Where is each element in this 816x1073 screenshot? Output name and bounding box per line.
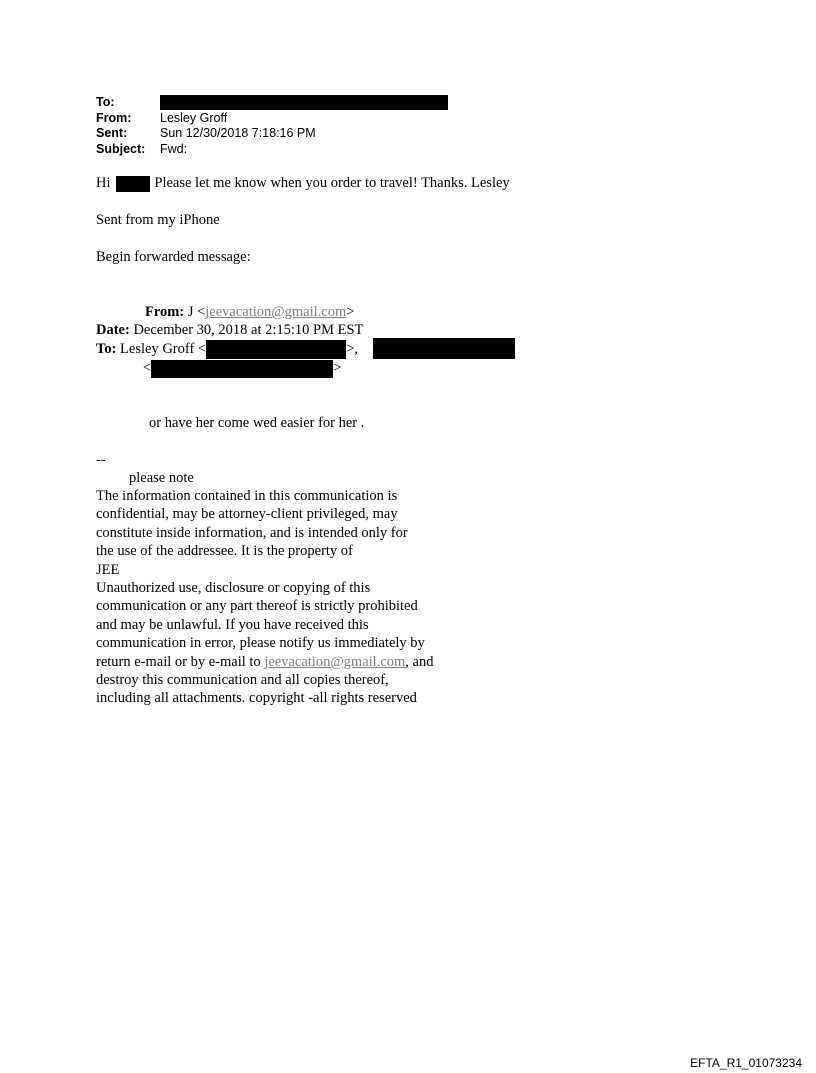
redacted-recipient-2 bbox=[373, 338, 515, 359]
forwarded-to-second-open: < bbox=[143, 360, 152, 376]
forwarded-to-line bbox=[96, 340, 358, 359]
forwarded-to-label: To: bbox=[96, 341, 117, 357]
forwarded-to-second-close: > bbox=[333, 360, 342, 376]
redacted-recipient bbox=[160, 95, 448, 110]
forwarded-from-line bbox=[145, 303, 354, 321]
disclaimer-note: please note bbox=[129, 470, 194, 486]
disclaimer-line: confidential, may be attorney-client privileged, may bbox=[96, 506, 398, 523]
redacted-email-1 bbox=[206, 340, 346, 359]
disclaimer-line: JEE bbox=[96, 561, 120, 578]
to-label: To: bbox=[96, 95, 115, 109]
sent-value: Sun 12/30/2018 7:18:16 PM bbox=[160, 126, 316, 140]
return-prefix: return e-mail or by e-mail to bbox=[96, 653, 265, 670]
greeting-prefix: Hi bbox=[96, 175, 111, 191]
greeting-message: . Please let me know when you order to travel! Thanks. Lesley bbox=[147, 175, 510, 191]
header-to-row bbox=[96, 95, 448, 111]
greeting-line bbox=[96, 174, 510, 192]
from-label: From: bbox=[96, 110, 132, 125]
forwarded-from-name: J < bbox=[187, 304, 206, 320]
iphone-signature: Sent from my iPhone bbox=[96, 212, 220, 228]
redacted-email-2 bbox=[151, 360, 333, 378]
disclaimer-body bbox=[96, 487, 433, 708]
disclaimer-line: including all attachments. copyright -all rights reserved bbox=[96, 690, 417, 707]
forwarded-to-second-line bbox=[143, 359, 341, 378]
sent-label: Sent: bbox=[96, 126, 128, 140]
disclaimer-line: destroy this communication and all copies thereof, bbox=[96, 671, 389, 688]
redacted-name bbox=[116, 176, 150, 192]
disclaimer-email-link[interactable]: jeevacation@gmail.com bbox=[264, 653, 406, 670]
forwarded-message: or have her come wed easier for her . bbox=[149, 415, 365, 431]
disclaimer-line: communication or any part thereof is strictly prohibited bbox=[96, 598, 418, 615]
forwarded-date-value: December 30, 2018 at 2:15:10 PM EST bbox=[133, 322, 364, 338]
forwarded-from-label: From: bbox=[145, 304, 185, 320]
return-suffix: , and bbox=[405, 653, 434, 670]
from-value: Lesley Groff bbox=[160, 110, 228, 125]
disclaimer-line: and may be unlawful. If you have received this bbox=[96, 616, 369, 633]
disclaimer-line: the use of the addressee. It is the property of bbox=[96, 543, 353, 560]
subject-value: Fwd: bbox=[160, 141, 188, 156]
document-id: EFTA_R1_01073234 bbox=[690, 1056, 802, 1070]
disclaimer-line: communication in error, please notify us immediately by bbox=[96, 635, 425, 652]
forwarded-from-email-link[interactable]: jeevacation@gmail.com bbox=[205, 304, 347, 320]
forwarded-to-name: Lesley Groff < bbox=[120, 341, 207, 357]
disclaimer-line: constitute inside information, and is intended only for bbox=[96, 524, 408, 541]
header-from-row bbox=[96, 111, 448, 127]
forwarded-to-sep: >, bbox=[346, 341, 358, 357]
disclaimer-line: The information contained in this communication is bbox=[96, 488, 398, 504]
signature-separator: -- bbox=[96, 452, 106, 468]
forward-intro: Begin forwarded message: bbox=[96, 249, 251, 265]
disclaimer-return-line bbox=[96, 653, 433, 671]
forwarded-from-close: > bbox=[346, 304, 355, 320]
header-subject-row bbox=[96, 142, 448, 158]
header-sent-row bbox=[96, 126, 448, 142]
forwarded-date-line bbox=[96, 321, 363, 339]
subject-label: Subject: bbox=[96, 141, 146, 156]
forwarded-date-label: Date: bbox=[96, 322, 130, 338]
email-header bbox=[96, 95, 448, 157]
disclaimer-line: Unauthorized use, disclosure or copying of this bbox=[96, 579, 371, 596]
